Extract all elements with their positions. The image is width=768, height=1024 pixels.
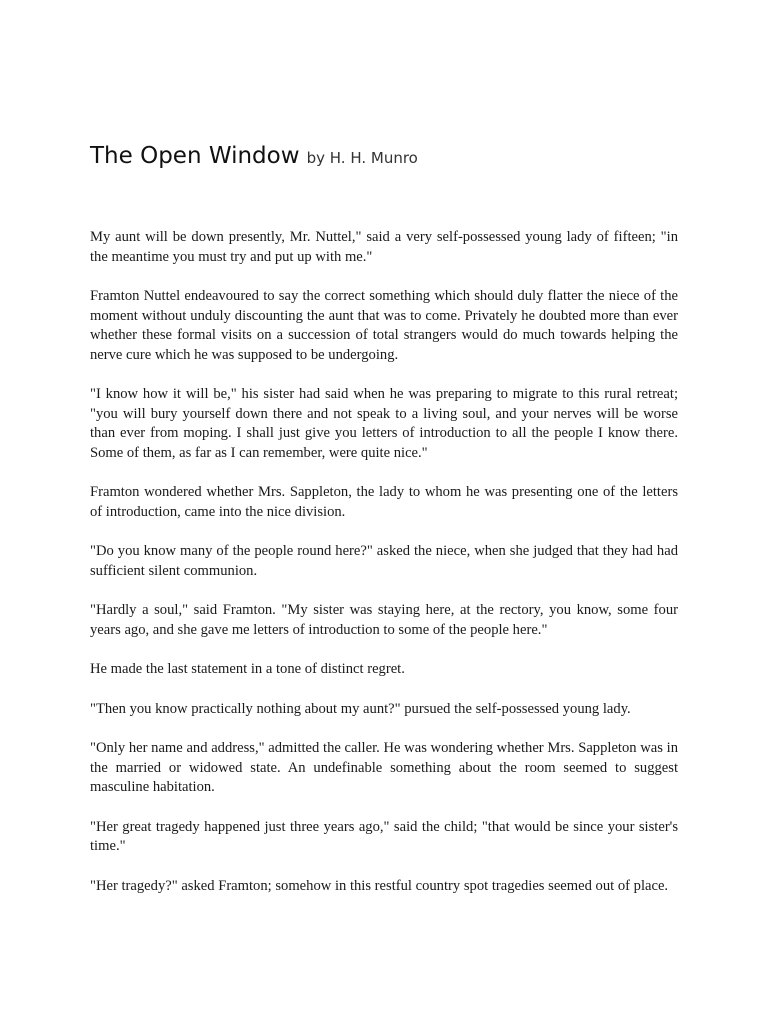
paragraph: "Hardly a soul," said Framton. "My sister was staying here, at the rectory, you know, some four years ago, and she gave me letters of introduction to some of the people here." xyxy=(90,602,678,638)
paragraph: "I know how it will be," his sister had said when he was preparing to migrate to this rural retreat; "you will bury yourself down there and not speak to a living soul, and your nerves will be worse than ever from moping. I shall just give you letters of introduction to all the people I know there. Some of them, as far as I can remember, were quite nice." xyxy=(90,386,678,461)
paragraph: My aunt will be down presently, Mr. Nuttel," said a very self-possessed young lady of fifteen; "in the meantime you must try and put up with me." xyxy=(90,229,678,265)
paragraph: Framton Nuttel endeavoured to say the correct something which should duly flatter the niece of the moment without unduly discounting the aunt that was to come. Privately he doubted more than ever whether these formal visits on a succession of total strangers would do much towards helping the nerve cure which he was supposed to be undergoing. xyxy=(90,287,678,363)
paragraph: Framton wondered whether Mrs. Sappleton, the lady to whom he was presenting one of the letters of introduction, came into the nice division. xyxy=(90,484,678,520)
title-line xyxy=(90,143,418,169)
paragraph: "Her great tragedy happened just three years ago," said the child; "that would be since your sister's time." xyxy=(90,818,678,855)
paragraph: "Do you know many of the people round here?" asked the niece, when she judged that they had had sufficient silent communion. xyxy=(90,543,678,579)
story-body xyxy=(90,228,678,916)
page-title: The Open Window xyxy=(90,143,300,169)
byline: by H. H. Munro xyxy=(306,149,418,167)
paragraph: "Her tragedy?" asked Framton; somehow in this restful country spot tragedies seemed out of place. xyxy=(90,877,669,894)
paragraph: He made the last statement in a tone of distinct regret. xyxy=(90,661,405,678)
paragraph: "Only her name and address," admitted the caller. He was wondering whether Mrs. Sappleton was in the married or widowed state. An undefinable something about the room seemed to suggest masculine habitation. xyxy=(90,740,678,796)
paragraph: "Then you know practically nothing about my aunt?" pursued the self-possessed young lady. xyxy=(90,700,631,717)
